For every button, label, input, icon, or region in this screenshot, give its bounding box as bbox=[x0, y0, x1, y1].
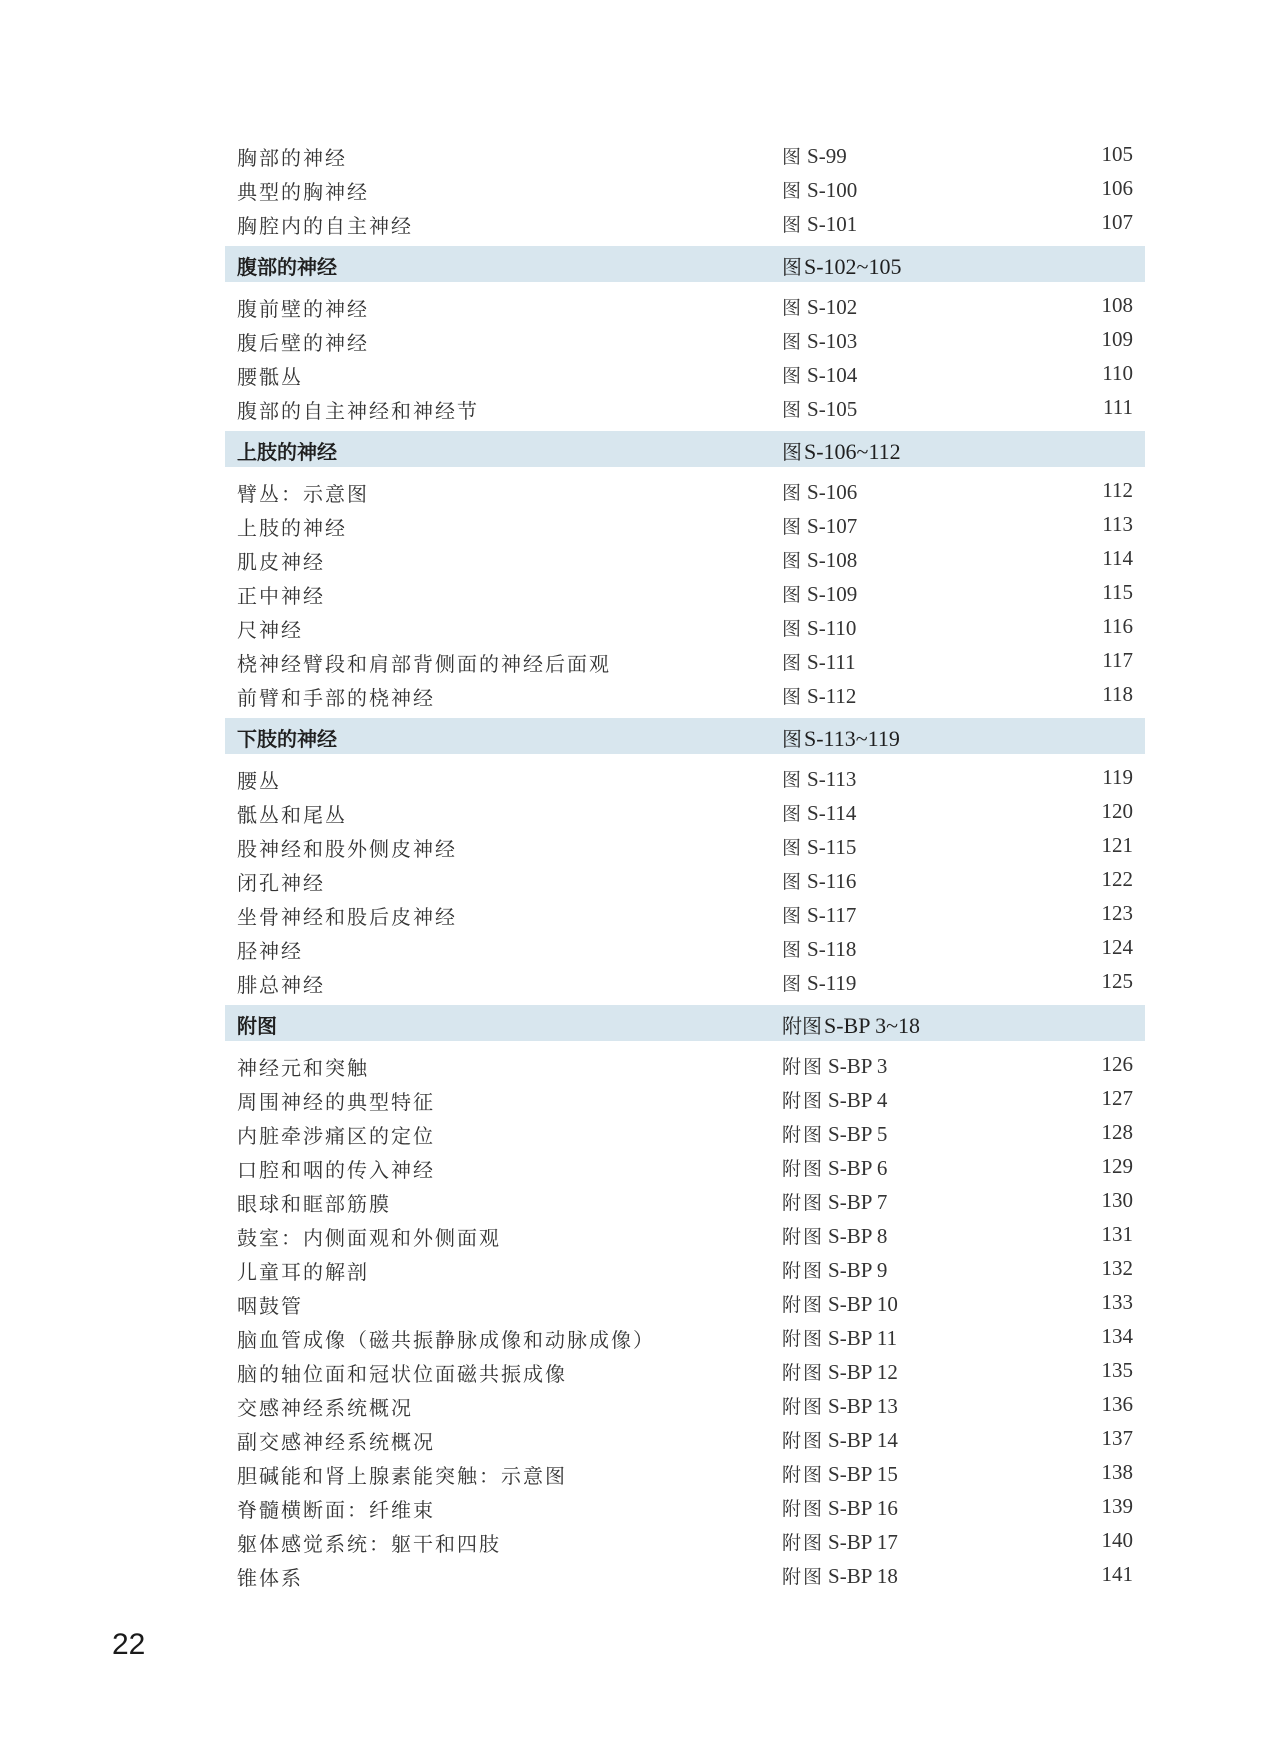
entry-page-number: 129 bbox=[1101, 1154, 1133, 1178]
figure-number: S-108 bbox=[807, 548, 858, 572]
entry-title: 典型的胸神经 bbox=[237, 180, 369, 204]
figure-prefix: 图 bbox=[782, 837, 804, 859]
figure-number: S-102 bbox=[807, 295, 858, 319]
toc-entry bbox=[225, 576, 1145, 610]
figure-prefix: 图 bbox=[782, 652, 804, 674]
entry-page-number: 134 bbox=[1101, 1324, 1133, 1348]
entry-page-number: 131 bbox=[1101, 1222, 1133, 1246]
toc-entry bbox=[225, 1218, 1145, 1252]
figure-reference bbox=[782, 1392, 898, 1419]
figure-number: S-BP 11 bbox=[828, 1326, 898, 1350]
figure-reference bbox=[782, 1494, 898, 1521]
figure-number: S-111 bbox=[807, 650, 856, 674]
figure-reference bbox=[782, 361, 857, 388]
figure-number: S-BP 3~18 bbox=[824, 1013, 921, 1038]
figure-reference bbox=[782, 142, 847, 169]
figure-reference bbox=[782, 614, 856, 641]
entry-page-number: 132 bbox=[1101, 1256, 1133, 1280]
figure-reference bbox=[782, 176, 857, 203]
entry-page-number: 126 bbox=[1101, 1052, 1133, 1076]
figure-prefix: 附图 bbox=[782, 1014, 822, 1038]
figure-prefix: 附图 bbox=[782, 1124, 825, 1146]
toc-entry bbox=[225, 1116, 1145, 1150]
figure-prefix: 图 bbox=[782, 440, 802, 464]
figure-prefix: 附图 bbox=[782, 1498, 825, 1520]
entry-page-number: 138 bbox=[1101, 1460, 1133, 1484]
entry-title: 周围神经的典型特征 bbox=[237, 1090, 435, 1114]
entry-title: 正中神经 bbox=[237, 584, 325, 608]
figure-prefix: 图 bbox=[782, 214, 804, 236]
figure-number: S-113 bbox=[807, 767, 857, 791]
figure-prefix: 图 bbox=[782, 727, 802, 751]
figure-number: S-BP 14 bbox=[828, 1428, 898, 1452]
figure-reference bbox=[782, 1426, 898, 1453]
page-number: 22 bbox=[112, 1628, 146, 1661]
figure-prefix: 图 bbox=[782, 939, 804, 961]
figure-reference bbox=[782, 765, 856, 792]
entry-page-number: 114 bbox=[1102, 546, 1133, 570]
toc-entry bbox=[225, 1524, 1145, 1558]
figure-reference bbox=[782, 1290, 898, 1317]
entry-title: 上肢的神经 bbox=[237, 516, 347, 540]
entry-title: 肌皮神经 bbox=[237, 550, 325, 574]
figure-reference bbox=[782, 1188, 887, 1215]
figure-number: S-BP 3 bbox=[828, 1054, 888, 1078]
entry-page-number: 130 bbox=[1101, 1188, 1133, 1212]
figure-prefix: 附图 bbox=[782, 1090, 825, 1112]
toc-entry bbox=[225, 644, 1145, 678]
figure-number: S-BP 6 bbox=[828, 1156, 888, 1180]
figure-prefix: 附图 bbox=[782, 1464, 825, 1486]
figure-reference bbox=[782, 1528, 898, 1555]
figure-number: S-119 bbox=[807, 971, 857, 995]
entry-title: 胸腔内的自主神经 bbox=[237, 214, 413, 238]
toc-entry bbox=[225, 1320, 1145, 1354]
entry-page-number: 107 bbox=[1101, 210, 1133, 234]
figure-number: S-118 bbox=[807, 937, 857, 961]
figure-prefix: 附图 bbox=[782, 1226, 825, 1248]
figure-reference bbox=[782, 210, 857, 237]
entry-page-number: 137 bbox=[1101, 1426, 1133, 1450]
section-header bbox=[225, 1005, 1145, 1041]
figure-prefix: 图 bbox=[782, 618, 804, 640]
entry-title: 鼓室：内侧面观和外侧面观 bbox=[237, 1226, 501, 1250]
toc-entry bbox=[225, 1354, 1145, 1388]
figure-prefix: 附图 bbox=[782, 1362, 825, 1384]
toc-entry bbox=[225, 138, 1145, 172]
figure-prefix: 附图 bbox=[782, 1260, 825, 1282]
figure-reference bbox=[782, 436, 901, 465]
figure-number: S-BP 12 bbox=[828, 1360, 898, 1384]
toc-entry bbox=[225, 1456, 1145, 1490]
toc-entry bbox=[225, 610, 1145, 644]
entry-page-number: 115 bbox=[1102, 580, 1133, 604]
figure-prefix: 图 bbox=[782, 365, 804, 387]
entry-page-number: 135 bbox=[1101, 1358, 1133, 1382]
figure-reference bbox=[782, 648, 856, 675]
figure-number: S-BP 18 bbox=[828, 1564, 898, 1588]
entry-page-number: 124 bbox=[1101, 935, 1133, 959]
entry-title: 咽鼓管 bbox=[237, 1294, 303, 1318]
figure-prefix: 图 bbox=[782, 905, 804, 927]
figure-number: S-107 bbox=[807, 514, 858, 538]
toc-entry bbox=[225, 1388, 1145, 1422]
toc-entry bbox=[225, 1048, 1145, 1082]
entry-page-number: 110 bbox=[1102, 361, 1133, 385]
figure-reference bbox=[782, 1324, 897, 1351]
toc-entry bbox=[225, 357, 1145, 391]
figure-prefix: 图 bbox=[782, 973, 804, 995]
toc-entry bbox=[225, 508, 1145, 542]
entry-page-number: 141 bbox=[1101, 1562, 1133, 1586]
figure-reference bbox=[782, 327, 857, 354]
figure-prefix: 附图 bbox=[782, 1192, 825, 1214]
figure-number: S-114 bbox=[807, 801, 857, 825]
figure-reference bbox=[782, 682, 856, 709]
figure-prefix: 附图 bbox=[782, 1056, 825, 1078]
section-header bbox=[225, 718, 1145, 754]
toc-entry bbox=[225, 931, 1145, 965]
entry-page-number: 125 bbox=[1101, 969, 1133, 993]
figure-prefix: 附图 bbox=[782, 1430, 825, 1452]
figure-reference bbox=[782, 512, 857, 539]
entry-title: 眼球和眶部筋膜 bbox=[237, 1192, 391, 1216]
toc-entry bbox=[225, 1150, 1145, 1184]
entry-title: 躯体感觉系统：躯干和四肢 bbox=[237, 1532, 501, 1556]
figure-prefix: 图 bbox=[782, 516, 804, 538]
entry-title: 腰骶丛 bbox=[237, 365, 303, 389]
figure-number: S-117 bbox=[807, 903, 857, 927]
entry-title: 口腔和咽的传入神经 bbox=[237, 1158, 435, 1182]
toc-entry bbox=[225, 678, 1145, 712]
section-title: 下肢的神经 bbox=[237, 727, 337, 751]
entry-title: 胫神经 bbox=[237, 939, 303, 963]
toc-entry bbox=[225, 289, 1145, 323]
figure-number: S-BP 4 bbox=[828, 1088, 888, 1112]
figure-reference bbox=[782, 546, 857, 573]
entry-page-number: 118 bbox=[1102, 682, 1133, 706]
figure-number: S-BP 7 bbox=[828, 1190, 888, 1214]
entry-title: 交感神经系统概况 bbox=[237, 1396, 413, 1420]
figure-prefix: 图 bbox=[782, 399, 804, 421]
toc-entry bbox=[225, 206, 1145, 240]
figure-reference bbox=[782, 867, 856, 894]
figure-number: S-BP 5 bbox=[828, 1122, 888, 1146]
toc-entry bbox=[225, 965, 1145, 999]
figure-reference bbox=[782, 1154, 887, 1181]
figure-reference bbox=[782, 1256, 887, 1283]
figure-number: S-BP 16 bbox=[828, 1496, 898, 1520]
entry-title: 臂丛：示意图 bbox=[237, 482, 369, 506]
entry-page-number: 133 bbox=[1101, 1290, 1133, 1314]
entry-title: 腰丛 bbox=[237, 769, 281, 793]
entry-page-number: 106 bbox=[1101, 176, 1133, 200]
entry-title: 脑血管成像（磁共振静脉成像和动脉成像） bbox=[237, 1328, 655, 1352]
figure-reference bbox=[782, 1460, 898, 1487]
figure-prefix: 图 bbox=[782, 297, 804, 319]
entry-title: 胸部的神经 bbox=[237, 146, 347, 170]
figure-number: S-101 bbox=[807, 212, 858, 236]
toc-entry bbox=[225, 1422, 1145, 1456]
entry-page-number: 109 bbox=[1101, 327, 1133, 351]
section-title: 腹部的神经 bbox=[237, 255, 337, 279]
section-header bbox=[225, 431, 1145, 467]
figure-reference bbox=[782, 833, 856, 860]
figure-number: S-109 bbox=[807, 582, 858, 606]
figure-number: S-102~105 bbox=[804, 254, 902, 279]
figure-prefix: 图 bbox=[782, 180, 804, 202]
entry-page-number: 136 bbox=[1101, 1392, 1133, 1416]
toc-entry bbox=[225, 542, 1145, 576]
entry-title: 儿童耳的解剖 bbox=[237, 1260, 369, 1284]
figure-number: S-BP 9 bbox=[828, 1258, 888, 1282]
entry-page-number: 139 bbox=[1101, 1494, 1133, 1518]
entry-title: 腓总神经 bbox=[237, 973, 325, 997]
figure-reference bbox=[782, 251, 901, 280]
entry-page-number: 119 bbox=[1102, 765, 1133, 789]
entry-page-number: 128 bbox=[1101, 1120, 1133, 1144]
figure-prefix: 图 bbox=[782, 146, 804, 168]
figure-number: S-BP 8 bbox=[828, 1224, 888, 1248]
entry-page-number: 108 bbox=[1101, 293, 1133, 317]
figure-number: S-BP 17 bbox=[828, 1530, 898, 1554]
entry-page-number: 120 bbox=[1101, 799, 1133, 823]
entry-page-number: 113 bbox=[1102, 512, 1133, 536]
figure-number: S-106 bbox=[807, 480, 858, 504]
figure-prefix: 附图 bbox=[782, 1566, 825, 1588]
figure-number: S-103 bbox=[807, 329, 858, 353]
figure-number: S-BP 15 bbox=[828, 1462, 898, 1486]
figure-prefix: 图 bbox=[782, 871, 804, 893]
entry-page-number: 117 bbox=[1102, 648, 1133, 672]
figure-prefix: 图 bbox=[782, 255, 802, 279]
entry-title: 神经元和突触 bbox=[237, 1056, 369, 1080]
figure-number: S-104 bbox=[807, 363, 858, 387]
toc-entry bbox=[225, 761, 1145, 795]
figure-prefix: 图 bbox=[782, 686, 804, 708]
entry-title: 骶丛和尾丛 bbox=[237, 803, 347, 827]
figure-prefix: 图 bbox=[782, 331, 804, 353]
toc-entry bbox=[225, 829, 1145, 863]
toc-entry bbox=[225, 172, 1145, 206]
entry-page-number: 123 bbox=[1101, 901, 1133, 925]
figure-reference bbox=[782, 799, 856, 826]
toc-entry bbox=[225, 1558, 1145, 1592]
toc-entry bbox=[225, 863, 1145, 897]
entry-title: 副交感神经系统概况 bbox=[237, 1430, 435, 1454]
figure-prefix: 图 bbox=[782, 550, 804, 572]
entry-page-number: 111 bbox=[1103, 395, 1133, 419]
figure-number: S-115 bbox=[807, 835, 857, 859]
entry-title: 前臂和手部的桡神经 bbox=[237, 686, 435, 710]
entry-title: 坐骨神经和股后皮神经 bbox=[237, 905, 457, 929]
figure-reference bbox=[782, 580, 857, 607]
entry-title: 尺神经 bbox=[237, 618, 303, 642]
figure-reference bbox=[782, 1010, 920, 1039]
figure-number: S-100 bbox=[807, 178, 858, 202]
entry-title: 腹前壁的神经 bbox=[237, 297, 369, 321]
toc-entry bbox=[225, 1490, 1145, 1524]
figure-number: S-BP 13 bbox=[828, 1394, 898, 1418]
figure-prefix: 附图 bbox=[782, 1294, 825, 1316]
entry-title: 腹后壁的神经 bbox=[237, 331, 369, 355]
figure-reference bbox=[782, 969, 856, 996]
entry-page-number: 122 bbox=[1101, 867, 1133, 891]
entry-page-number: 112 bbox=[1102, 478, 1133, 502]
figure-reference bbox=[782, 1086, 887, 1113]
section-title: 附图 bbox=[237, 1014, 277, 1038]
entry-title: 脑的轴位面和冠状位面磁共振成像 bbox=[237, 1362, 567, 1386]
toc-entry bbox=[225, 897, 1145, 931]
entry-page-number: 105 bbox=[1101, 142, 1133, 166]
figure-prefix: 附图 bbox=[782, 1396, 825, 1418]
figure-prefix: 附图 bbox=[782, 1158, 825, 1180]
figure-reference bbox=[782, 723, 900, 752]
entry-page-number: 121 bbox=[1101, 833, 1133, 857]
entry-title: 脊髓横断面：纤维束 bbox=[237, 1498, 435, 1522]
figure-prefix: 图 bbox=[782, 769, 804, 791]
figure-reference bbox=[782, 901, 856, 928]
figure-prefix: 附图 bbox=[782, 1532, 825, 1554]
figure-number: S-112 bbox=[807, 684, 857, 708]
figure-reference bbox=[782, 1562, 898, 1589]
entry-title: 桡神经臂段和肩部背侧面的神经后面观 bbox=[237, 652, 611, 676]
figure-reference bbox=[782, 478, 857, 505]
entry-page-number: 140 bbox=[1101, 1528, 1133, 1552]
toc-entry bbox=[225, 1184, 1145, 1218]
entry-title: 锥体系 bbox=[237, 1566, 303, 1590]
figure-number: S-116 bbox=[807, 869, 857, 893]
figure-number: S-106~112 bbox=[804, 439, 901, 464]
figure-number: S-113~119 bbox=[804, 726, 900, 751]
table-of-contents bbox=[225, 138, 1145, 1592]
toc-entry bbox=[225, 795, 1145, 829]
figure-reference bbox=[782, 1052, 887, 1079]
toc-entry bbox=[225, 323, 1145, 357]
toc-entry bbox=[225, 391, 1145, 425]
entry-title: 闭孔神经 bbox=[237, 871, 325, 895]
toc-entry bbox=[225, 1082, 1145, 1116]
figure-prefix: 图 bbox=[782, 482, 804, 504]
toc-entry bbox=[225, 1286, 1145, 1320]
entry-title: 胆碱能和肾上腺素能突触：示意图 bbox=[237, 1464, 567, 1488]
figure-prefix: 附图 bbox=[782, 1328, 825, 1350]
figure-prefix: 图 bbox=[782, 584, 804, 606]
figure-reference bbox=[782, 293, 857, 320]
entry-title: 腹部的自主神经和神经节 bbox=[237, 399, 479, 423]
entry-title: 股神经和股外侧皮神经 bbox=[237, 837, 457, 861]
toc-entry bbox=[225, 1252, 1145, 1286]
figure-reference bbox=[782, 1358, 898, 1385]
entry-title: 内脏牵涉痛区的定位 bbox=[237, 1124, 435, 1148]
figure-reference bbox=[782, 395, 857, 422]
section-title: 上肢的神经 bbox=[237, 440, 337, 464]
entry-page-number: 127 bbox=[1101, 1086, 1133, 1110]
figure-prefix: 图 bbox=[782, 803, 804, 825]
figure-number: S-BP 10 bbox=[828, 1292, 898, 1316]
section-header bbox=[225, 246, 1145, 282]
figure-reference bbox=[782, 1222, 887, 1249]
toc-entry bbox=[225, 474, 1145, 508]
figure-reference bbox=[782, 1120, 887, 1147]
figure-number: S-105 bbox=[807, 397, 858, 421]
figure-number: S-99 bbox=[807, 144, 847, 168]
figure-reference bbox=[782, 935, 856, 962]
entry-page-number: 116 bbox=[1102, 614, 1133, 638]
figure-number: S-110 bbox=[807, 616, 857, 640]
